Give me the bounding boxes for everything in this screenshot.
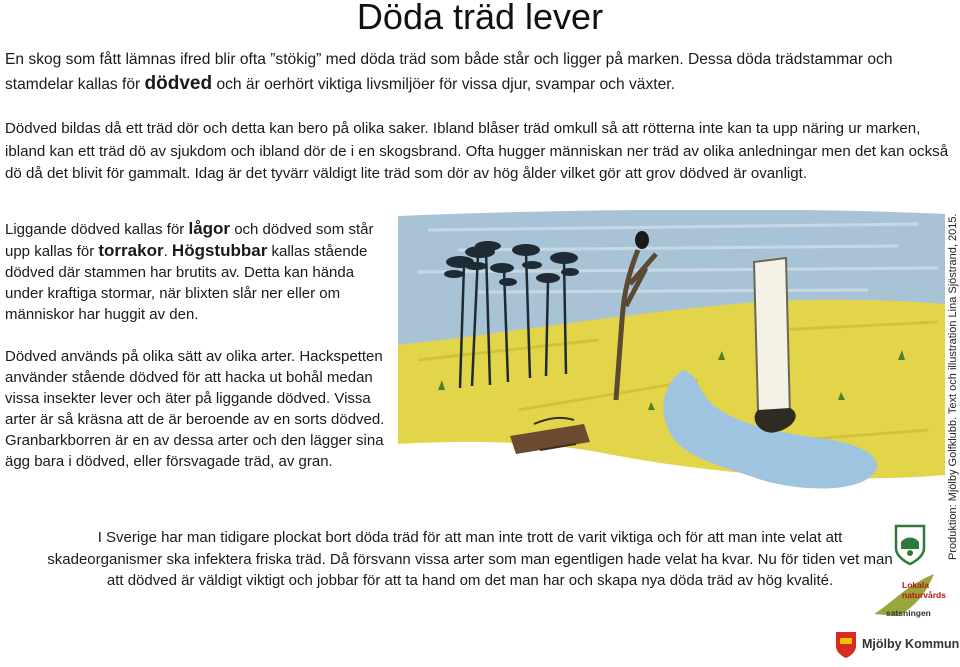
term-hogstubbar: Högstubbar [171, 241, 268, 260]
lona-logo: Lokala naturvårds satsningen [868, 570, 960, 622]
high-stump [754, 258, 790, 424]
mjolby-kommun-logo: Mjölby Kommun [832, 630, 960, 662]
production-credit: Produktion: Mjölby Golfklubb. Text och illustration Lina Sjöstrand, 2015. [947, 213, 959, 560]
bottom-paragraph: I Sverige har man tidigare plockat bort döda träd för att man inte trott de varit viktiga och för att man inte velat att skadeorganismer ska infektera friska träd. Då försvann vissa arter som man egentligen hade velat ha kvar. Nu för tiden vet man att dödved är väldigt viktigt och jobbar för att ta hand om det man har och skapa nya döda träd av hög kvalité. [47, 529, 893, 589]
uses-paragraph: Dödved används på olika sätt av olika arter. Hackspetten använder stående dödved för att hacka ut bohål medan vissa insekter lever och äter på liggande dödved. Vissa arter är så kräsna att de är beroende av en sorts dödved. Granbarkborren är en av dessa arter och den lägger sina ägg bara i dödved, eller försvagade träd, av gran. [5, 348, 385, 470]
intro-paragraph: En skog som fått lämnas ifred blir ofta ”stökig” med döda träd som både står och ligger på marken. Dessa döda trädstammar och stamdelar kallas för dödved och är oerhört viktiga livsmiljöer för vissa djur, svampar och växter. [5, 51, 893, 94]
dead-wood-illustration [398, 210, 945, 510]
term-torrakor: torrakor [98, 241, 164, 260]
left-column-text [5, 218, 385, 472]
terms-paragraph: Liggande dödved kallas för lågor och dödved som står upp kallas för torrakor. Högstubbar kallas stående dödved där stammen har brutits av. Detta kan hända under kraftiga stormar, när blixten slår ner eller om människor har huggit av den. [5, 219, 374, 323]
formation-paragraph: Dödved bildas då ett träd dör och detta kan bero på olika saker. Ibland blåser träd omkull så att rötterna inte kan ta upp näring ur marken, ibland kan ett träd dö av sjukdom och ibland dör de i en skogsbrand. Ofta hugger människan ner träd av olika anledningar men det kan också dö då det blivit för gammalt. Idag är det tyvärr väldigt lite träd som dör av hög ålder vilket gör att grov dödved är ovanligt. [5, 120, 949, 182]
golf-club-logo [892, 522, 928, 566]
term-lagor: lågor [188, 219, 231, 238]
term-dodved: dödved [144, 73, 213, 94]
page-title: Döda träd lever [356, 0, 604, 37]
bird [635, 231, 649, 249]
